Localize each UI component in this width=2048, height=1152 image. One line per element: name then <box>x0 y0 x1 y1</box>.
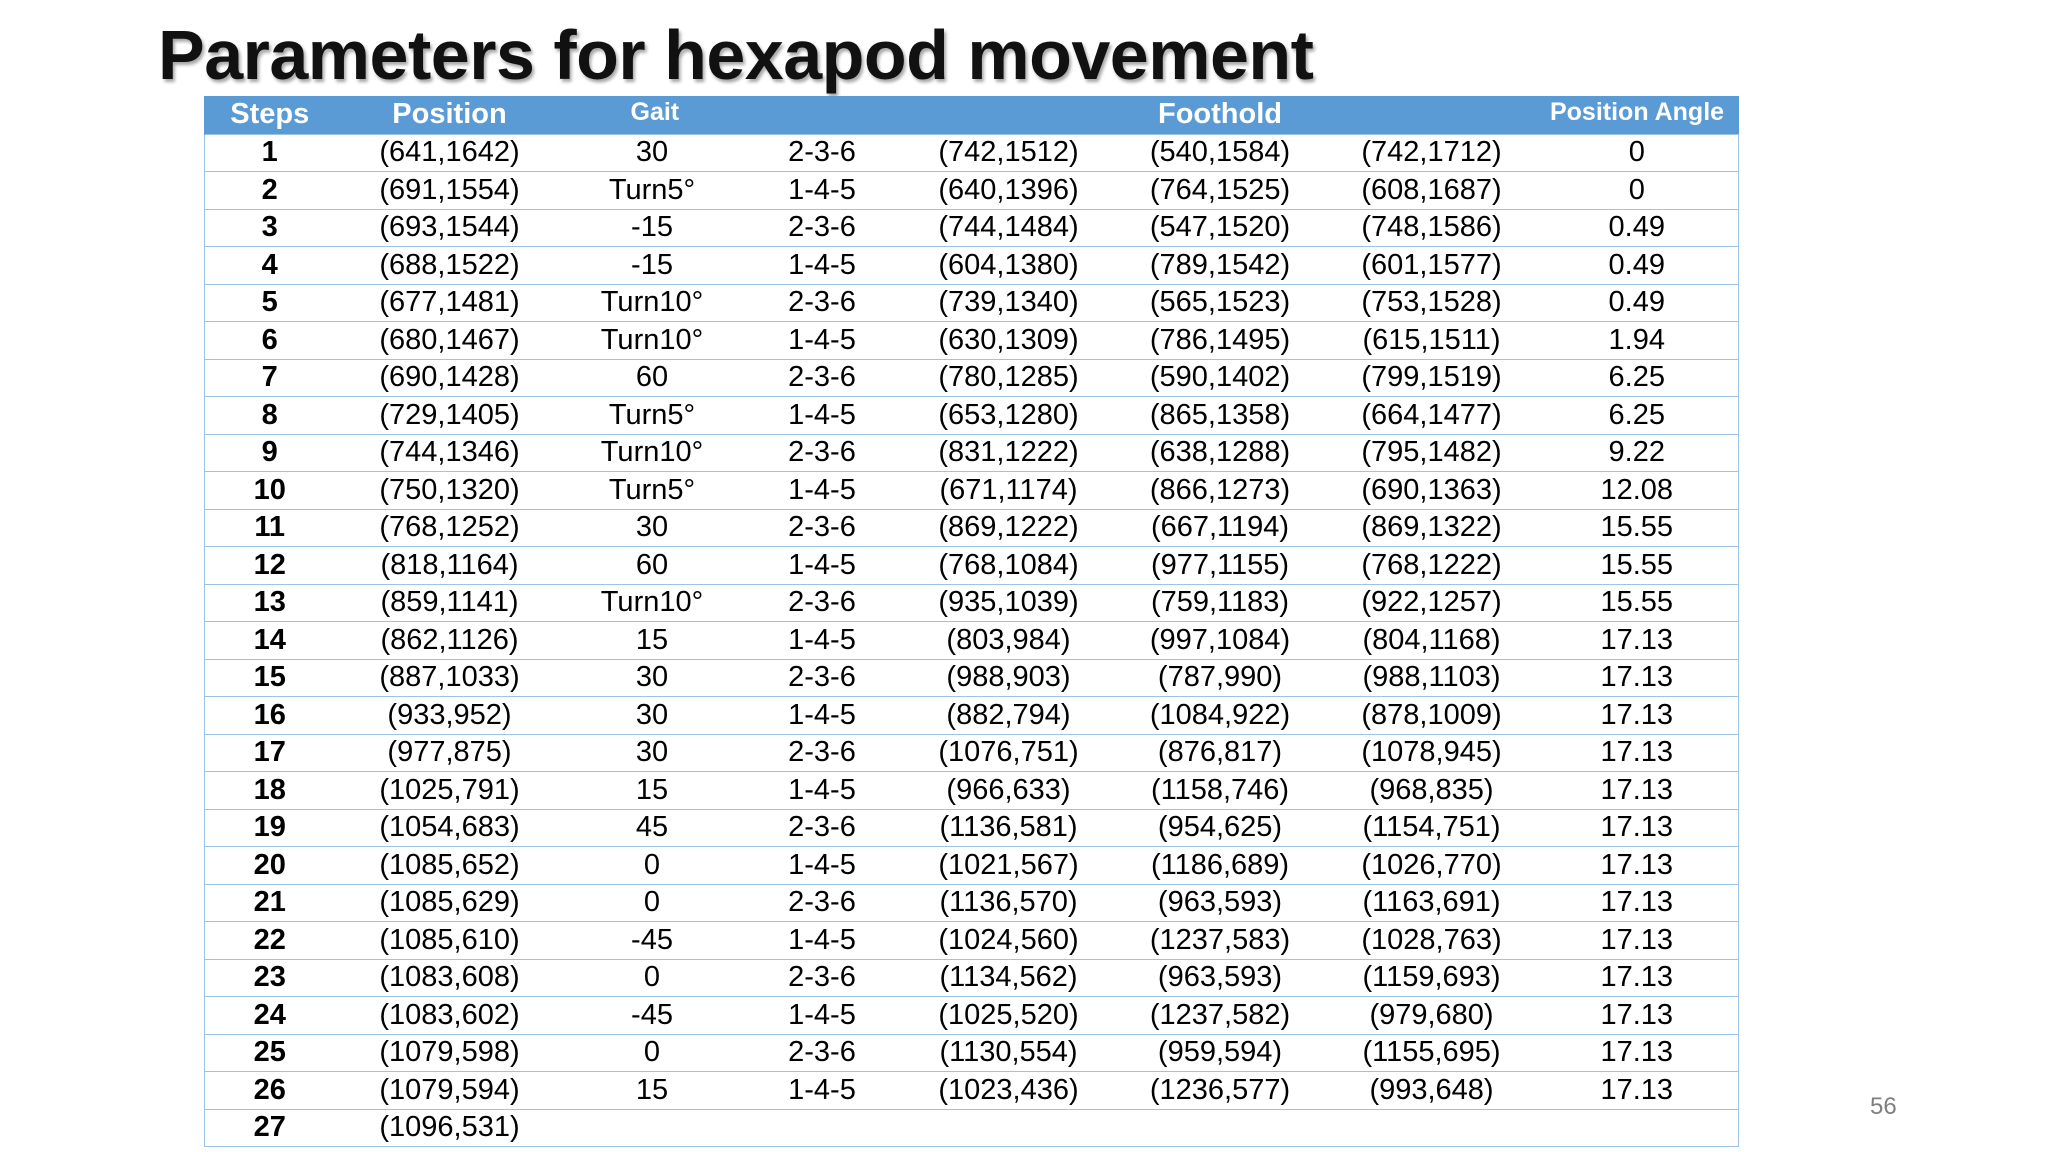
cell-gait-legs: 1-4-5 <box>740 922 905 960</box>
cell-step: 13 <box>205 584 335 622</box>
table-row <box>205 997 1739 1035</box>
cell-gait-angle: 30 <box>565 734 740 772</box>
cell-gait-angle: Turn10° <box>565 584 740 622</box>
cell-position: (933,952) <box>335 697 565 735</box>
cell-position: (862,1126) <box>335 622 565 660</box>
header-row <box>205 96 1739 134</box>
table-row <box>205 772 1739 810</box>
cell-foothold-1: (831,1222) <box>905 434 1113 472</box>
cell-position: (1079,594) <box>335 1072 565 1110</box>
cell-foothold-3: (1154,751) <box>1328 809 1536 847</box>
cell-position-angle: 17.13 <box>1536 847 1739 885</box>
cell-gait-angle: Turn10° <box>565 434 740 472</box>
cell-gait-angle: Turn5° <box>565 472 740 510</box>
cell-gait-angle: -15 <box>565 209 740 247</box>
cell-position: (887,1033) <box>335 659 565 697</box>
cell-step: 15 <box>205 659 335 697</box>
table-row <box>205 884 1739 922</box>
cell-gait-legs: 2-3-6 <box>740 659 905 697</box>
page-number: 56 <box>1870 1093 1897 1120</box>
cell-step: 18 <box>205 772 335 810</box>
cell-foothold-1: (1023,436) <box>905 1072 1113 1110</box>
cell-position-angle: 15.55 <box>1536 547 1739 585</box>
cell-gait-angle: 45 <box>565 809 740 847</box>
table-row <box>205 622 1739 660</box>
cell-foothold-3: (1159,693) <box>1328 959 1536 997</box>
cell-gait-angle: 15 <box>565 622 740 660</box>
cell-position-angle: 0.49 <box>1536 284 1739 322</box>
cell-gait-angle: Turn5° <box>565 172 740 210</box>
cell-step: 4 <box>205 247 335 285</box>
cell-foothold-1: (882,794) <box>905 697 1113 735</box>
cell-gait-legs: 1-4-5 <box>740 847 905 885</box>
cell-position-angle: 17.13 <box>1536 622 1739 660</box>
cell-position-angle: 6.25 <box>1536 359 1739 397</box>
table-row <box>205 434 1739 472</box>
cell-gait-legs: 2-3-6 <box>740 884 905 922</box>
header-gait: Gait <box>630 98 680 126</box>
cell-foothold-3: (979,680) <box>1328 997 1536 1035</box>
cell-step: 3 <box>205 209 335 247</box>
cell-foothold-2: (667,1194) <box>1113 509 1328 547</box>
table-row <box>205 359 1739 397</box>
table-row <box>205 1072 1739 1110</box>
cell-gait-angle <box>565 1109 740 1147</box>
cell-foothold-3: (1163,691) <box>1328 884 1536 922</box>
cell-foothold-1: (780,1285) <box>905 359 1113 397</box>
slide-title: Parameters for hexapod movement <box>158 16 1314 94</box>
cell-step: 14 <box>205 622 335 660</box>
cell-position: (1083,602) <box>335 997 565 1035</box>
cell-gait-legs: 1-4-5 <box>740 622 905 660</box>
cell-step: 20 <box>205 847 335 885</box>
cell-step: 21 <box>205 884 335 922</box>
cell-foothold-1: (935,1039) <box>905 584 1113 622</box>
cell-foothold-1: (744,1484) <box>905 209 1113 247</box>
cell-foothold-3: (1078,945) <box>1328 734 1536 772</box>
cell-gait-angle: 0 <box>565 1034 740 1072</box>
cell-foothold-1: (1021,567) <box>905 847 1113 885</box>
cell-position-angle: 0 <box>1536 172 1739 210</box>
cell-gait-angle: 0 <box>565 959 740 997</box>
table-row <box>205 322 1739 360</box>
cell-foothold-1: (1076,751) <box>905 734 1113 772</box>
cell-gait-angle: 30 <box>565 659 740 697</box>
cell-foothold-1: (653,1280) <box>905 397 1113 435</box>
cell-gait-legs: 1-4-5 <box>740 697 905 735</box>
cell-gait-legs: 2-3-6 <box>740 734 905 772</box>
cell-foothold-3: (601,1577) <box>1328 247 1536 285</box>
table-row <box>205 959 1739 997</box>
cell-foothold-1: (966,633) <box>905 772 1113 810</box>
cell-foothold-3: (768,1222) <box>1328 547 1536 585</box>
cell-foothold-2: (540,1584) <box>1113 134 1328 172</box>
cell-gait-legs: 1-4-5 <box>740 1072 905 1110</box>
cell-foothold-2: (565,1523) <box>1113 284 1328 322</box>
cell-foothold-2: (876,817) <box>1113 734 1328 772</box>
cell-position-angle: 17.13 <box>1536 697 1739 735</box>
cell-position-angle: 1.94 <box>1536 322 1739 360</box>
cell-gait-legs: 2-3-6 <box>740 809 905 847</box>
table-row <box>205 172 1739 210</box>
cell-foothold-3: (804,1168) <box>1328 622 1536 660</box>
cell-foothold-3: (968,835) <box>1328 772 1536 810</box>
cell-gait-legs: 2-3-6 <box>740 509 905 547</box>
cell-foothold-3: (988,1103) <box>1328 659 1536 697</box>
cell-gait-legs: 2-3-6 <box>740 959 905 997</box>
cell-foothold-2: (959,594) <box>1113 1034 1328 1072</box>
cell-foothold-1: (630,1309) <box>905 322 1113 360</box>
cell-foothold-1 <box>905 1109 1113 1147</box>
cell-gait-legs: 1-4-5 <box>740 247 905 285</box>
cell-position: (1025,791) <box>335 772 565 810</box>
cell-step: 19 <box>205 809 335 847</box>
cell-gait-angle: 15 <box>565 1072 740 1110</box>
cell-foothold-1: (1025,520) <box>905 997 1113 1035</box>
cell-position-angle: 17.13 <box>1536 809 1739 847</box>
cell-gait-legs: 2-3-6 <box>740 134 905 172</box>
cell-foothold-1: (604,1380) <box>905 247 1113 285</box>
cell-gait-angle: -45 <box>565 997 740 1035</box>
cell-foothold-3: (993,648) <box>1328 1072 1536 1110</box>
cell-foothold-2: (590,1402) <box>1113 359 1328 397</box>
cell-foothold-2: (547,1520) <box>1113 209 1328 247</box>
cell-foothold-2: (787,990) <box>1113 659 1328 697</box>
cell-foothold-2: (1186,689) <box>1113 847 1328 885</box>
cell-step: 16 <box>205 697 335 735</box>
cell-foothold-2: (764,1525) <box>1113 172 1328 210</box>
hexapod-parameters-table <box>204 96 1739 1147</box>
cell-position-angle: 15.55 <box>1536 509 1739 547</box>
cell-gait-angle: 60 <box>565 547 740 585</box>
cell-step: 27 <box>205 1109 335 1147</box>
cell-foothold-1: (671,1174) <box>905 472 1113 510</box>
table-row <box>205 1034 1739 1072</box>
cell-gait-angle: 30 <box>565 697 740 735</box>
header-position: Position <box>392 98 507 131</box>
cell-gait-angle: Turn10° <box>565 322 740 360</box>
cell-gait-legs: 2-3-6 <box>740 209 905 247</box>
cell-foothold-1: (640,1396) <box>905 172 1113 210</box>
table-row <box>205 659 1739 697</box>
cell-foothold-1: (1136,570) <box>905 884 1113 922</box>
cell-foothold-3 <box>1328 1109 1536 1147</box>
cell-step: 10 <box>205 472 335 510</box>
cell-foothold-3: (1026,770) <box>1328 847 1536 885</box>
table-row <box>205 247 1739 285</box>
cell-gait-angle: 60 <box>565 359 740 397</box>
table-row <box>205 734 1739 772</box>
cell-foothold-1: (742,1512) <box>905 134 1113 172</box>
cell-position: (859,1141) <box>335 584 565 622</box>
cell-gait-angle: -45 <box>565 922 740 960</box>
cell-position-angle <box>1536 1109 1739 1147</box>
cell-position: (818,1164) <box>335 547 565 585</box>
cell-foothold-2: (1237,583) <box>1113 922 1328 960</box>
cell-gait-angle: 0 <box>565 884 740 922</box>
cell-foothold-3: (664,1477) <box>1328 397 1536 435</box>
cell-step: 24 <box>205 997 335 1035</box>
cell-position: (1096,531) <box>335 1109 565 1147</box>
cell-foothold-2: (759,1183) <box>1113 584 1328 622</box>
cell-step: 11 <box>205 509 335 547</box>
cell-position-angle: 0.49 <box>1536 247 1739 285</box>
table-row <box>205 847 1739 885</box>
cell-foothold-3: (748,1586) <box>1328 209 1536 247</box>
cell-position: (641,1642) <box>335 134 565 172</box>
cell-step: 1 <box>205 134 335 172</box>
cell-gait-legs <box>740 1109 905 1147</box>
cell-step: 7 <box>205 359 335 397</box>
cell-position: (1085,652) <box>335 847 565 885</box>
cell-position-angle: 12.08 <box>1536 472 1739 510</box>
header-position-angle: Position Angle <box>1549 98 1725 126</box>
cell-position: (1054,683) <box>335 809 565 847</box>
cell-position: (1079,598) <box>335 1034 565 1072</box>
cell-gait-angle: 0 <box>565 847 740 885</box>
cell-gait-legs: 2-3-6 <box>740 359 905 397</box>
cell-foothold-2: (963,593) <box>1113 959 1328 997</box>
cell-foothold-2: (963,593) <box>1113 884 1328 922</box>
cell-foothold-2: (866,1273) <box>1113 472 1328 510</box>
cell-foothold-1: (1136,581) <box>905 809 1113 847</box>
cell-foothold-1: (1130,554) <box>905 1034 1113 1072</box>
cell-foothold-3: (795,1482) <box>1328 434 1536 472</box>
cell-gait-angle: -15 <box>565 247 740 285</box>
header-steps: Steps <box>205 96 335 134</box>
header-foothold: Foothold <box>1158 98 1283 131</box>
cell-foothold-2: (1084,922) <box>1113 697 1328 735</box>
cell-foothold-3: (690,1363) <box>1328 472 1536 510</box>
cell-position: (768,1252) <box>335 509 565 547</box>
cell-position: (750,1320) <box>335 472 565 510</box>
cell-position: (677,1481) <box>335 284 565 322</box>
cell-foothold-2: (789,1542) <box>1113 247 1328 285</box>
cell-foothold-2: (786,1495) <box>1113 322 1328 360</box>
cell-gait-legs: 1-4-5 <box>740 772 905 810</box>
cell-position-angle: 17.13 <box>1536 1072 1739 1110</box>
cell-position: (744,1346) <box>335 434 565 472</box>
cell-position-angle: 6.25 <box>1536 397 1739 435</box>
cell-position-angle: 17.13 <box>1536 1034 1739 1072</box>
cell-gait-angle: Turn10° <box>565 284 740 322</box>
cell-gait-legs: 1-4-5 <box>740 997 905 1035</box>
cell-step: 12 <box>205 547 335 585</box>
cell-gait-angle: 15 <box>565 772 740 810</box>
cell-foothold-1: (869,1222) <box>905 509 1113 547</box>
cell-position: (729,1405) <box>335 397 565 435</box>
table-row <box>205 922 1739 960</box>
cell-gait-legs: 1-4-5 <box>740 397 905 435</box>
cell-foothold-2: (1236,577) <box>1113 1072 1328 1110</box>
cell-foothold-2: (977,1155) <box>1113 547 1328 585</box>
cell-position: (690,1428) <box>335 359 565 397</box>
cell-position: (1085,629) <box>335 884 565 922</box>
cell-position-angle: 17.13 <box>1536 884 1739 922</box>
cell-position: (977,875) <box>335 734 565 772</box>
cell-foothold-3: (1155,695) <box>1328 1034 1536 1072</box>
cell-gait-legs: 1-4-5 <box>740 172 905 210</box>
cell-step: 2 <box>205 172 335 210</box>
cell-position: (680,1467) <box>335 322 565 360</box>
cell-step: 8 <box>205 397 335 435</box>
table-row <box>205 547 1739 585</box>
table-body <box>205 134 1739 1147</box>
cell-step: 9 <box>205 434 335 472</box>
cell-foothold-3: (799,1519) <box>1328 359 1536 397</box>
cell-position-angle: 15.55 <box>1536 584 1739 622</box>
cell-foothold-3: (615,1511) <box>1328 322 1536 360</box>
table-row <box>205 284 1739 322</box>
cell-foothold-1: (1024,560) <box>905 922 1113 960</box>
cell-gait-angle: Turn5° <box>565 397 740 435</box>
table-row <box>205 509 1739 547</box>
cell-foothold-2: (1237,582) <box>1113 997 1328 1035</box>
table-row <box>205 472 1739 510</box>
cell-position-angle: 17.13 <box>1536 959 1739 997</box>
cell-foothold-2: (954,625) <box>1113 809 1328 847</box>
cell-position-angle: 0 <box>1536 134 1739 172</box>
table-row <box>205 209 1739 247</box>
cell-gait-legs: 2-3-6 <box>740 284 905 322</box>
cell-foothold-1: (1134,562) <box>905 959 1113 997</box>
cell-position-angle: 17.13 <box>1536 922 1739 960</box>
cell-step: 22 <box>205 922 335 960</box>
cell-step: 25 <box>205 1034 335 1072</box>
table-row <box>205 397 1739 435</box>
cell-gait-legs: 1-4-5 <box>740 472 905 510</box>
cell-position: (693,1544) <box>335 209 565 247</box>
cell-position-angle: 17.13 <box>1536 772 1739 810</box>
table-row <box>205 1109 1739 1147</box>
cell-position: (691,1554) <box>335 172 565 210</box>
cell-foothold-2 <box>1113 1109 1328 1147</box>
cell-step: 6 <box>205 322 335 360</box>
table-row <box>205 134 1739 172</box>
cell-gait-angle: 30 <box>565 509 740 547</box>
cell-step: 26 <box>205 1072 335 1110</box>
cell-foothold-2: (638,1288) <box>1113 434 1328 472</box>
cell-position-angle: 17.13 <box>1536 659 1739 697</box>
cell-gait-legs: 2-3-6 <box>740 434 905 472</box>
cell-foothold-2: (997,1084) <box>1113 622 1328 660</box>
cell-step: 5 <box>205 284 335 322</box>
cell-step: 23 <box>205 959 335 997</box>
table-row <box>205 809 1739 847</box>
cell-gait-legs: 1-4-5 <box>740 322 905 360</box>
cell-foothold-2: (865,1358) <box>1113 397 1328 435</box>
cell-foothold-3: (1028,763) <box>1328 922 1536 960</box>
cell-position: (688,1522) <box>335 247 565 285</box>
cell-foothold-1: (739,1340) <box>905 284 1113 322</box>
cell-foothold-3: (753,1528) <box>1328 284 1536 322</box>
table-row <box>205 697 1739 735</box>
cell-gait-legs: 2-3-6 <box>740 1034 905 1072</box>
cell-foothold-3: (922,1257) <box>1328 584 1536 622</box>
cell-foothold-3: (869,1322) <box>1328 509 1536 547</box>
table-row <box>205 584 1739 622</box>
cell-gait-angle: 30 <box>565 134 740 172</box>
cell-foothold-1: (768,1084) <box>905 547 1113 585</box>
cell-position-angle: 0.49 <box>1536 209 1739 247</box>
cell-gait-legs: 2-3-6 <box>740 584 905 622</box>
cell-step: 17 <box>205 734 335 772</box>
cell-foothold-3: (742,1712) <box>1328 134 1536 172</box>
cell-position: (1085,610) <box>335 922 565 960</box>
cell-foothold-3: (608,1687) <box>1328 172 1536 210</box>
cell-foothold-1: (988,903) <box>905 659 1113 697</box>
cell-foothold-2: (1158,746) <box>1113 772 1328 810</box>
cell-position-angle: 17.13 <box>1536 734 1739 772</box>
cell-gait-legs: 1-4-5 <box>740 547 905 585</box>
cell-foothold-1: (803,984) <box>905 622 1113 660</box>
cell-position-angle: 9.22 <box>1536 434 1739 472</box>
cell-foothold-3: (878,1009) <box>1328 697 1536 735</box>
cell-position: (1083,608) <box>335 959 565 997</box>
cell-position-angle: 17.13 <box>1536 997 1739 1035</box>
